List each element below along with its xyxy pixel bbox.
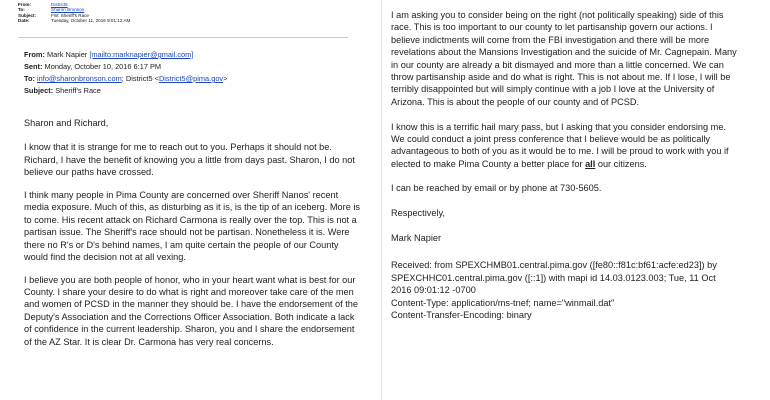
forward-date-value: Tuesday, October 11, 2016 9:01:12 AM [51,18,131,24]
right-page [388,0,770,400]
forward-date-row [18,18,358,23]
forward-to-value[interactable]: Sharon Bronson [51,7,85,13]
transport-headers [391,259,739,321]
paragraph-2: I think many people in Pima County are concerned over Sheriff Nanos' recent media exposure. Much of this, as disturbing as it is, is the tip of an iceberg. More is to come. His recent attack on Richard Carmona is really over the top. This is not a partisan issue. The Sheriff's race should not be partisan. Nonetheless it is. Were there no R's or D's behind names, I am quite certain the people of our County would find the decision not at all vexing. [24,189,361,262]
original-sent-label: Sent: [24,62,43,71]
signature: Mark Napier [391,232,442,243]
forward-header [18,2,358,24]
original-sent-row [24,61,364,73]
original-subject-row [24,85,364,97]
original-to-row [24,73,364,85]
original-sent-value: Monday, October 10, 2016 6:17 PM [44,62,162,71]
closing: Respectively, [391,208,445,219]
header-divider [18,37,348,38]
original-from-email-link[interactable]: [mailto:marknapier@gmail.com] [89,50,194,59]
paragraph-4: I am asking you to consider being on the right (not politically speaking) side of this race. This is too important to our county to let partisanship govern our actions. I believe indictments will come from the FBI investigation and there will be more revelations about the Mansions Investigation and the suicide of Mr. Cagnepain. Many in our county are already a bit dismayed and more than a little concerned. We can throw partisanship aside and do what is right. This is not about me. If I lose, I will be terribly disappointed but will simply continue with a job I love at the University of Arizona. This is about the people of our county and of PCSD. [391,10,737,107]
original-header [24,49,364,97]
paragraph-5-emphasis: all [585,158,596,169]
paragraph-5-text: I know this is a terrific hail mary pass, but I asking that you consider endorsing me. We could conduct a joint press conference that I believe would be as politically advantageous to both of you as it would be to me. I will be proud to work with you if elected to make Pima County a better place for [391,121,729,169]
paragraph-6: I can be reached by email or by phone at 730-5605. [391,183,602,194]
received-line-3: 2016 09:01:12 -0700 [391,285,476,296]
original-to-label: To: [24,74,35,83]
email-body-left [24,117,364,358]
received-line-1: Received: from SPEXCHMB01.central.pima.gov ([fe80::f81c:bf61:acfe:ed23]) by [391,260,717,271]
email-body-right [391,9,739,321]
forward-date-label: Date: [18,18,30,24]
forward-to-label: To: [18,7,25,13]
forward-subject-value: FW: Sheriff's Race [51,12,89,18]
paragraph-3: I believe you are both people of honor, who in your heart want what is best for our County. I share your desire to do what is right and moreover take care of the men and women of PCSD in the manner they should be. I have the endorsement of the Deputy's Association and the Corrections Officer Association. Both indicate a lack of confidence in the current leadership. Sharon, you and I share the endorsement of the AZ Star. It is clear Dr. Carmona has very real concerns. [24,274,359,347]
original-from-row [24,49,364,61]
original-to-link-district5[interactable]: District5@pima.gov [158,74,224,83]
received-line-2: SPEXCHHC01.central.pima.gov ([::1]) with mapi id 14.03.0123.003; Tue, 11 Oct [391,272,716,283]
original-from-label: From: [24,50,45,59]
left-page [0,0,378,400]
content-type-line: Content-Type: application/ms-tnef; name="winmail.dat" [391,297,615,308]
original-to-end: > [223,74,228,83]
salutation: Sharon and Richard, [24,118,109,128]
original-to-link-info[interactable]: info@sharonbronson.com [37,74,122,83]
original-subject-value: Sheriff's Race [55,86,101,95]
paragraph-5 [391,121,739,171]
original-to-separator: ; District5 < [121,74,159,83]
forward-from-value[interactable]: District5 [51,2,68,7]
forward-from-label: From: [18,2,32,7]
page-divider [381,0,382,400]
forward-subject-label: Subject: [18,12,37,18]
paragraph-5-end: our citizens. [595,158,647,169]
original-subject-label: Subject: [24,86,54,95]
content-encoding-line: Content-Transfer-Encoding: binary [391,309,532,320]
paragraph-1: I know that it is strange for me to reach out to you. Perhaps it should not be. Richard, I have the benefit of knowing you a little from days past. Sharon, I do not believe our paths have crossed. [24,142,355,178]
original-from-name: Mark Napier [47,50,88,59]
